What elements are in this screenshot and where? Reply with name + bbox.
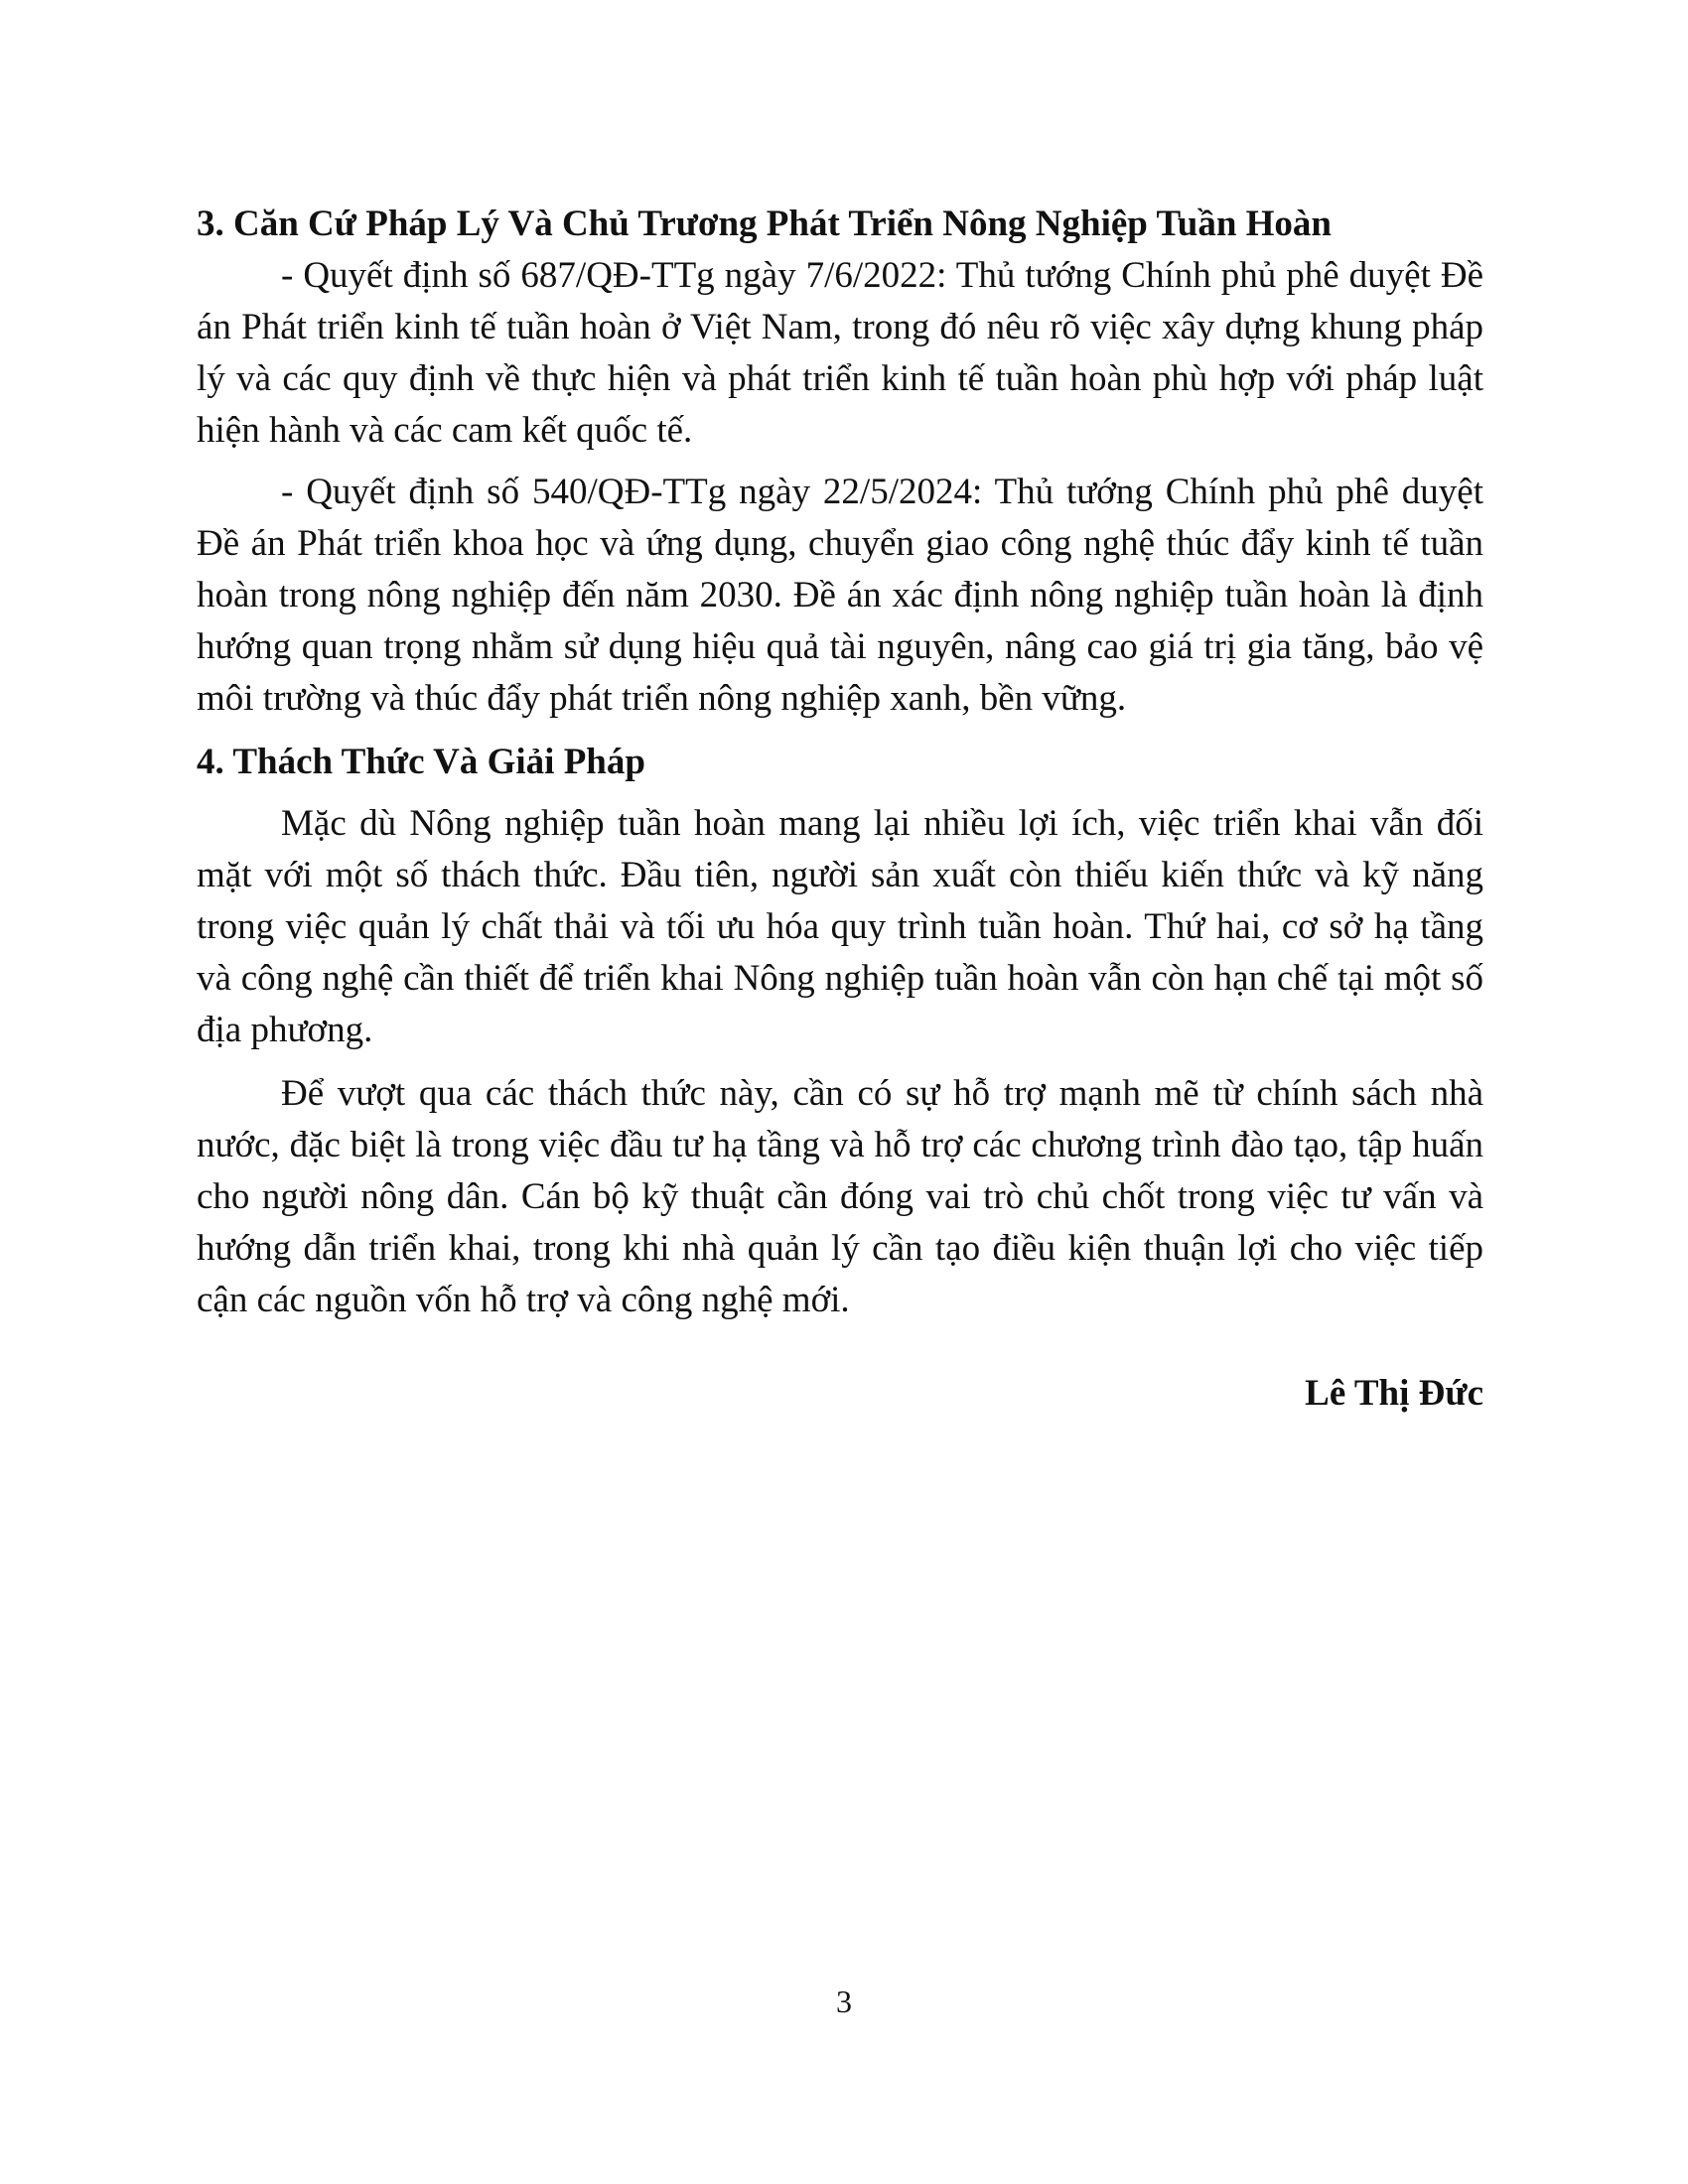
- author-signature: Lê Thị Đức: [1305, 1373, 1483, 1414]
- section-4-paragraph-1: Mặc dù Nông nghiệp tuần hoàn mang lại nhiều lợi ích, việc triển khai vẫn đối mặt với một số thách thức. Đầu tiên, người sản xuất còn thiếu kiến thức và kỹ năng trong việc quản lý chất thải và tối ưu hóa quy trình tuần hoàn. Thứ hai, cơ sở hạ tầng và công nghệ cần thiết để triển khai Nông nghiệp tuần hoàn vẫn còn hạn chế tại một số địa phương.: [197, 803, 1483, 1050]
- section-4-paragraph-2: Để vượt qua các thách thức này, cần có sự hỗ trợ mạnh mẽ từ chính sách nhà nước, đặc biệt là trong việc đầu tư hạ tầng và hỗ trợ các chương trình đào tạo, tập huấn cho người nông dân. Cán bộ kỹ thuật cần đóng vai trò chủ chốt trong việc tư vấn và hướng dẫn triển khai, trong khi nhà quản lý cần tạo điều kiện thuận lợi cho việc tiếp cận các nguồn vốn hỗ trợ và công nghệ mới.: [197, 1073, 1483, 1320]
- section-3-heading: 3. Căn Cứ Pháp Lý Và Chủ Trương Phát Triển Nông Nghiệp Tuần Hoàn: [197, 204, 1333, 244]
- heading-spacer: [197, 788, 1483, 798]
- page-number: 3: [836, 1983, 852, 2019]
- paragraph-spacer: [197, 457, 1483, 467]
- section-4-heading: 4. Thách Thức Và Giải Pháp: [197, 742, 645, 782]
- document-body: [197, 199, 1483, 1326]
- section-3-paragraph-2: - Quyết định số 540/QĐ-TTg ngày 22/5/2024: Thủ tướng Chính phủ phê duyệt Đề án Phát triển khoa học và ứng dụng, chuyển giao công nghệ thúc đẩy kinh tế tuần hoàn trong nông nghiệp đến năm 2030. Đề án xác định nông nghiệp tuần hoàn là định hướng quan trọng nhằm sử dụng hiệu quả tài nguyên, nâng cao giá trị gia tăng, bảo vệ môi trường và thúc đẩy phát triển nông nghiệp xanh, bền vững.: [197, 472, 1483, 719]
- section-3-paragraph-1: - Quyết định số 687/QĐ-TTg ngày 7/6/2022: Thủ tướng Chính phủ phê duyệt Đề án Phát triển kinh tế tuần hoàn ở Việt Nam, trong đó nêu rõ việc xây dựng khung pháp lý và các quy định về thực hiện và phát triển kinh tế tuần hoàn phù hợp với pháp luật hiện hành và các cam kết quốc tế.: [197, 255, 1483, 451]
- paragraph-spacer: [197, 1056, 1483, 1068]
- section-spacer: [197, 725, 1483, 737]
